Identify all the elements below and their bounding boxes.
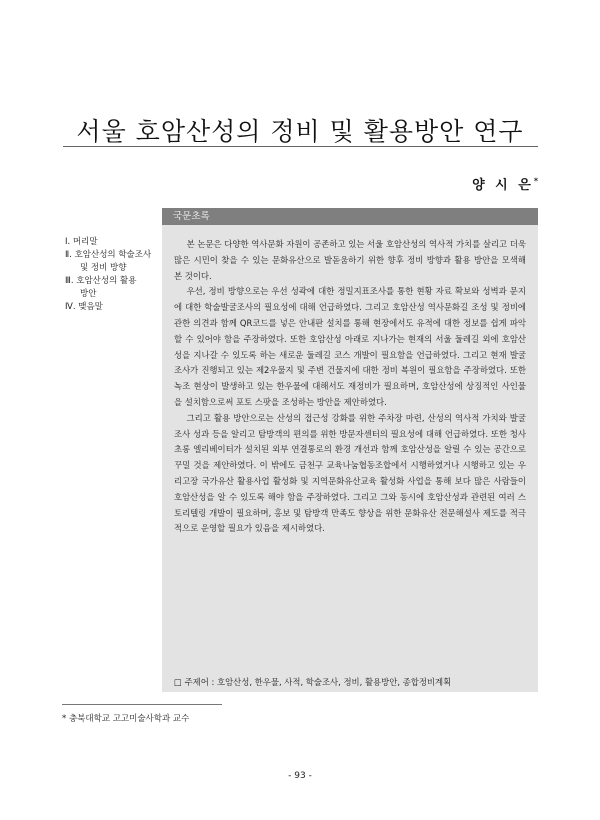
table-of-contents xyxy=(65,236,163,314)
page-number: - 93 - xyxy=(288,771,312,781)
abstract-body xyxy=(162,225,538,537)
toc-item: Ⅲ. 호암산성의 활용 xyxy=(65,276,137,286)
footnote: * 충북대학교 고고미술사학과 교수 xyxy=(62,714,190,724)
paper-title: 서울 호암산성의 정비 및 활용방안 연구 xyxy=(76,117,524,146)
toc-item: Ⅰ. 머리말 xyxy=(65,237,98,247)
author-footnote-mark: * xyxy=(533,175,538,186)
toc-item: 및 정비 방향 xyxy=(80,263,127,273)
abstract-paragraph: 그리고 활용 방안으로는 산성의 접근성 강화를 위한 주차장 마련, 산성의 역사적 가치와 발굴조사 성과 등을 알리고 탐방객의 편의를 위한 방문자센터의 필요성에 대해 언급하였다. 또한 청사초롱 엘리베이터가 설치된 외부 연결통로의 환경 개선과 함께 호암산성을 알릴 수 있는 공간으로 꾸밀 것을 제안하였다. 이 밖에도 금천구 교육나눔협동조합에서 시행하였거나 시행하고 있는 우리고장 국가유산 활용사업 활성화 및 지역문화유산교육 활성화 사업을 통해 보다 많은 사람들이 호암산성을 알 수 있도록 해야 함을 주장하였다. 그리고 그와 동시에 호암산성과 관련된 여러 스토리텔링 개발이 필요하며, 홍보 및 탐방객 만족도 향상을 위한 문화유산 전문해설사 제도를 적극적으로 운영할 필요가 있음을 제시하였다. xyxy=(174,412,526,534)
abstract-paragraph: 우선, 정비 방향으로는 우선 성곽에 대한 정밀지표조사를 통한 현황 자료 확보와 성벽과 문지에 대한 학술발굴조사의 필요성에 대해 언급하였다. 그리고 호암산성 역사문화길 조성 및 정비에 관한 의견과 함께 QR코드를 넣은 안내판 설치를 통해 현장에서도 유적에 대한 정보를 쉽게 파악할 수 있어야 함을 주장하였다. 또한 호암산성 아래로 지나가는 현재의 서울 둘레길 외에 호암산성을 지나갈 수 있도록 하는 새로운 둘레길 코스 개발이 필요함을 언급하였다. 그리고 현재 발굴조사가 진행되고 있는 제2우물지 및 주변 건물지에 대한 정비 복원이 필요함을 주장하였다. 또한 녹조 현상이 발생하고 있는 한우물에 대해서도 재정비가 필요하며, 호암산성에 상징적인 사인물을 설치함으로써 포토 스팟을 조성하는 방안을 제안하였다. xyxy=(174,286,526,407)
keywords: □ 주제어 : 호암산성, 한우물, 사적, 학술조사, 정비, 활용방안, 종합정비계획 xyxy=(174,677,452,687)
title-divider xyxy=(63,146,538,147)
abstract-paragraph: 본 논문은 다양한 역사문화 자원이 공존하고 있는 서울 호암산성의 역사적 가치를 살리고 더욱 많은 시민이 찾을 수 있는 문화유산으로 발돋움하기 위한 향후 정비 방향과 활용 방안을 모색해 본 것이다. xyxy=(174,239,526,281)
author xyxy=(472,174,538,193)
toc-item: Ⅳ. 맺음말 xyxy=(65,302,103,312)
toc-item: Ⅱ. 호암산성의 학술조사 xyxy=(65,250,152,260)
abstract-box xyxy=(162,208,538,692)
toc-item: 방안 xyxy=(80,289,97,299)
author-name: 양 시 은 xyxy=(472,178,534,193)
footnote-divider xyxy=(62,704,222,705)
abstract-header: 국문초록 xyxy=(162,208,538,225)
